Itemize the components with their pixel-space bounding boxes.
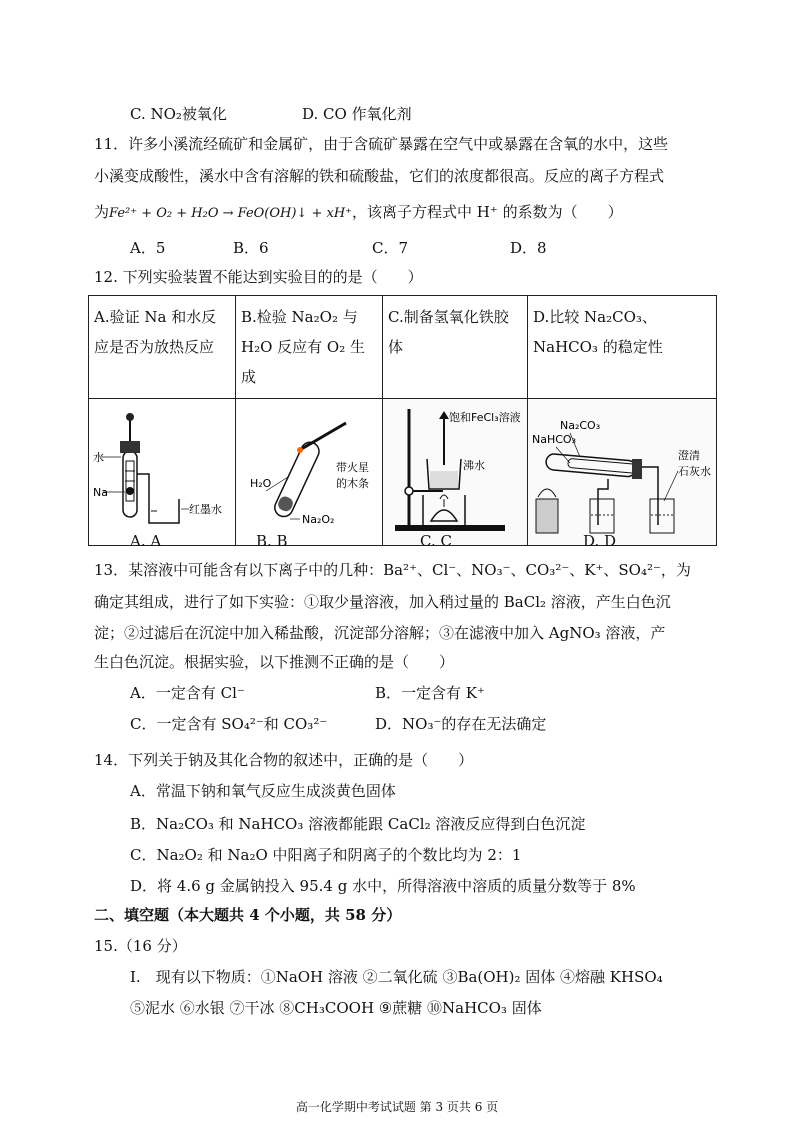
label-water: 水 <box>93 451 104 464</box>
q12-cell-c: C.制备氢氧化铁胶体 <box>383 296 528 399</box>
q13-stem-line1: 13．某溶液中可能含有以下离子中的几种：Ba²⁺、Cl⁻、NO₃⁻、CO₃²⁻、K⁺、SO₄²⁻，为 <box>94 561 691 579</box>
q13-option-d: D．NO₃⁻的存在无法确定 <box>375 715 547 733</box>
q12-option-b: B. B <box>256 532 288 550</box>
q13-stem-line2: 确定其组成，进行了如下实验：①取少量溶液，加入稍过量的 BaCl₂ 溶液，产生白色沉 <box>94 593 671 611</box>
label-na: Na <box>93 486 108 499</box>
q11-stem-prefix: 为 <box>94 203 110 221</box>
q13-option-c: C．一定含有 SO₄²⁻和 CO₃²⁻ <box>130 715 328 733</box>
label-fecl3: 饱和FeCl₃溶液 <box>449 411 521 424</box>
q11-option-b: B．6 <box>233 239 269 257</box>
q12-figure-c <box>383 399 528 546</box>
q15-head: 15.（16 分） <box>94 937 187 955</box>
apparatus-b-diagram <box>236 399 382 545</box>
q13-option-b: B．一定含有 K⁺ <box>375 684 485 702</box>
q14-stem: 14．下列关于钠及其化合物的叙述中，正确的是（ ） <box>94 751 474 769</box>
q12-option-a: A. A <box>130 532 162 550</box>
label-h2o: H₂O <box>250 477 272 490</box>
label-nahco3: NaHCO₃ <box>532 433 576 446</box>
q14-option-b: B．Na₂CO₃ 和 NaHCO₃ 溶液都能跟 CaCl₂ 溶液反应得到白色沉淀 <box>130 815 586 833</box>
section-heading: 二、填空题（本大题共 4 个小题，共 58 分） <box>94 906 402 924</box>
q14-option-d: D．将 4.6 g 金属钠投入 95.4 g 水中，所得溶液中溶质的质量分数等于 8% <box>130 877 636 895</box>
q10-option-d: D. CO 作氧化剂 <box>302 105 412 123</box>
q13-stem-line3: 淀；②过滤后在沉淀中加入稀盐酸，沉淀部分溶解；③在滤液中加入 AgNO₃ 溶液，产 <box>94 624 666 642</box>
q12-cell-d: D.比较 Na₂CO₃、NaHCO₃ 的稳定性 <box>528 296 717 399</box>
q11-stem-line3 <box>94 202 623 224</box>
q14-option-c: C．Na₂O₂ 和 Na₂O 中阳离子和阴离子的个数比均为 2：1 <box>130 846 522 864</box>
q12-figure-a <box>89 399 236 546</box>
q12-cell-b: B.检验 Na₂O₂ 与 H₂O 反应有 O₂ 生成 <box>236 296 383 399</box>
page-footer: 高一化学期中考试试题 第 3 页共 6 页 <box>295 1100 499 1114</box>
label-na2co3: Na₂CO₃ <box>560 419 601 432</box>
label-limewater-1: 澄清 <box>678 449 700 462</box>
q12-option-c: C. C <box>420 532 452 550</box>
q12-figure-d <box>528 399 717 546</box>
q12-cell-a: A.验证 Na 和水反应是否为放热反应 <box>89 296 236 399</box>
q12-figure-b <box>236 399 383 546</box>
apparatus-a-diagram <box>89 399 235 545</box>
q15-line1: I. 现有以下物质：①NaOH 溶液 ②二氧化硫 ③Ba(OH)₂ 固体 ④熔融 KHSO₄ <box>130 968 663 986</box>
q11-option-d: D．8 <box>510 239 547 257</box>
label-limewater-2: 石灰水 <box>678 465 711 478</box>
apparatus-c-diagram <box>383 399 527 545</box>
q11-stem-suffix: ，该离子方程式中 H⁺ 的系数为（ ） <box>352 203 623 221</box>
q13-stem-line4: 生白色沉淀。根据实验，以下推测不正确的是（ ） <box>94 653 455 671</box>
q12-stem: 12. 下列实验装置不能达到实验目的的是（ ） <box>94 268 423 286</box>
q15-line2: ⑤泥水 ⑥水银 ⑦干冰 ⑧CH₃COOH ⑨蔗糖 ⑩NaHCO₃ 固体 <box>130 999 542 1017</box>
q14-option-a: A．常温下钠和氧气反应生成淡黄色固体 <box>130 782 396 800</box>
label-na2o2: Na₂O₂ <box>302 513 335 526</box>
q13-option-a: A．一定含有 Cl⁻ <box>130 684 245 702</box>
q10-option-c: C. NO₂被氧化 <box>130 105 227 123</box>
q11-stem-line1: 11．许多小溪流经硫矿和金属矿，由于含硫矿暴露在空气中或暴露在含氧的水中，这些 <box>94 135 669 153</box>
label-red-ink: 红墨水 <box>189 503 222 516</box>
label-glowing-stick-1: 带火星 <box>336 461 369 474</box>
q12-apparatus-table <box>88 295 717 546</box>
q11-stem-line2: 小溪变成酸性，溪水中含有溶解的铁和硫酸盐，它们的浓度都很高。反应的离子方程式 <box>94 167 665 185</box>
q11-option-c: C．7 <box>372 239 409 257</box>
q11-equation: Fe²⁺ + O₂ + H₂O → FeO(OH)↓ + xH⁺ <box>109 206 353 221</box>
apparatus-d-diagram <box>528 399 716 545</box>
q12-option-d: D. D <box>583 532 617 550</box>
label-glowing-stick-2: 的木条 <box>336 477 369 490</box>
q11-option-a: A．5 <box>130 239 166 257</box>
label-boiling-water: 沸水 <box>463 459 485 472</box>
